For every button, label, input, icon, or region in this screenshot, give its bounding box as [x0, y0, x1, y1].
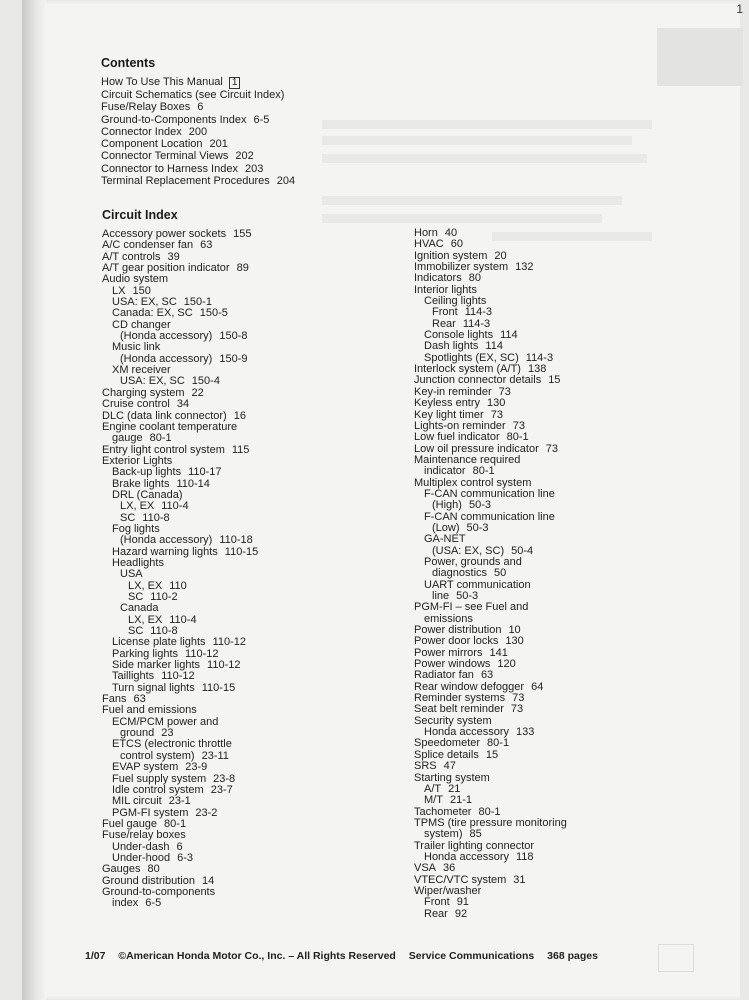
index-entry-page: 141: [489, 646, 508, 659]
index-entry-label: Honda accessory: [424, 850, 509, 863]
index-entry-label: Exterior Lights: [102, 454, 173, 467]
index-entry: [414, 852, 567, 863]
index-entry-label: UART communication: [424, 578, 531, 591]
index-entry-page: 110-2: [150, 591, 178, 603]
contents-item-label: Connector Terminal Views: [101, 150, 229, 163]
index-entry-label: Trailer lighting connector: [414, 839, 535, 852]
index-entry-label: Idle control system: [112, 783, 204, 796]
index-entry-label: PGM-FI – see Fuel and: [414, 601, 529, 614]
index-entry-label: control system): [120, 749, 195, 762]
contents-item-page: 202: [235, 150, 254, 163]
index-entry-page: 110-4: [169, 613, 197, 626]
index-entry-label: line: [432, 590, 450, 602]
index-entry-page: 110-15: [201, 681, 236, 694]
contents-list: [101, 76, 295, 187]
index-entry-page: 80-1: [164, 817, 187, 830]
index-entry-label: Music link: [112, 341, 161, 354]
index-entry-label: LX, EX: [128, 579, 163, 592]
index-entry-page: 114: [500, 329, 518, 342]
index-entry-label: index: [112, 897, 139, 910]
index-entry-label: SC: [128, 591, 144, 603]
index-entry-label: (Low): [432, 521, 460, 534]
index-entry-label: Speedometer: [414, 737, 481, 750]
index-entry-label: Lights-on reminder: [414, 419, 506, 432]
index-entry-label: Canada: EX, SC: [112, 307, 193, 320]
index-entry-page: 80-1: [487, 737, 510, 750]
index-entry-label: Keyless entry: [414, 397, 481, 410]
index-entry-page: 14: [201, 874, 215, 887]
index-entry-label: Fog lights: [112, 522, 160, 535]
index-entry-page: 6-5: [145, 897, 162, 910]
index-entry-label: indicator: [424, 465, 466, 478]
index-entry-label: Front: [424, 896, 450, 909]
index-entry-label: Dash lights: [424, 340, 479, 353]
index-entry-page: 110-12: [207, 659, 241, 672]
index-entry-label: Taillights: [112, 670, 155, 683]
index-entry-label: (High): [432, 499, 462, 512]
contents-item-page: 200: [188, 125, 208, 138]
page-edge-shadow: [22, 0, 46, 1000]
footer-department: Service Communications: [408, 950, 535, 962]
contents-item-page: 203: [244, 162, 264, 175]
index-entry-label: (Honda accessory): [120, 534, 213, 547]
index-entry-page: 23-7: [210, 783, 233, 796]
index-entry-label: SC: [120, 511, 136, 524]
footer-date: 1/07: [85, 950, 106, 962]
contents-item: [101, 138, 295, 150]
index-entry-page: 23: [161, 727, 174, 740]
index-entry-page: 80-1: [506, 431, 529, 444]
contents-item-page: 201: [209, 138, 228, 151]
index-entry: [414, 909, 567, 920]
index-entry-label: Interlock system (A/T): [414, 363, 521, 376]
index-entry-page: 150-5: [199, 307, 228, 320]
index-entry-label: Spotlights (EX, SC): [424, 351, 519, 364]
show-through-tab: [657, 28, 743, 86]
index-entry-page: 80: [147, 863, 160, 876]
index-entry-label: Interior lights: [414, 283, 477, 296]
footer: [85, 950, 608, 962]
show-through-line: [322, 214, 602, 223]
index-entry-page: 110-12: [161, 670, 195, 683]
index-entry-page: 92: [454, 907, 468, 920]
index-entry-page: 50-4: [511, 544, 534, 557]
index-entry-label: Low fuel indicator: [414, 431, 500, 444]
circuit-index-right-column: [414, 228, 567, 920]
contents-item: [101, 175, 295, 187]
index-entry: [102, 898, 258, 909]
show-through-line: [322, 196, 622, 205]
index-entry-label: Ignition system: [414, 249, 488, 262]
index-entry-page: 130: [505, 635, 524, 648]
index-entry-page: 10: [508, 624, 521, 637]
index-entry-page: 23-8: [213, 772, 236, 785]
show-through-line: [322, 120, 652, 129]
index-entry-label: Multiplex control system: [414, 476, 532, 489]
index-entry-label: HVAC: [414, 238, 444, 251]
show-through-line: [322, 154, 647, 163]
index-entry-label: Power, grounds and: [424, 555, 522, 568]
index-entry-label: Honda accessory: [424, 726, 509, 739]
index-entry-label: VSA: [414, 862, 437, 875]
contents-item: [101, 76, 295, 89]
index-entry-page: 114-3: [462, 317, 491, 330]
contents-item-page: 6-5: [253, 113, 270, 126]
index-entry-label: Fuel supply system: [112, 772, 207, 785]
contents-heading: Contents: [101, 56, 156, 70]
index-entry-label: Horn: [414, 227, 438, 239]
index-entry-label: Gauges: [102, 863, 141, 876]
index-entry-page: 31: [513, 873, 526, 886]
index-entry-page: 89: [236, 262, 249, 275]
contents-item-label: Connector Index: [101, 125, 182, 138]
index-entry-label: F-CAN communication line: [424, 487, 555, 500]
index-entry-label: LX: [112, 284, 126, 297]
contents-item-label: How To Use This Manual: [101, 76, 223, 88]
index-entry-label: LX, EX: [128, 613, 163, 626]
index-entry-page: 63: [200, 239, 213, 252]
index-entry-page: 64: [531, 680, 544, 693]
contents-item: [101, 150, 295, 162]
index-entry-page: 110-14: [176, 477, 210, 490]
index-entry-label: GA-NET: [424, 533, 466, 546]
footer-copyright: ©American Honda Motor Co., Inc. – All Rights Reserved: [118, 950, 396, 962]
index-entry-label: A/T controls: [102, 250, 161, 263]
index-entry: [102, 581, 258, 592]
index-entry-page: 150: [132, 284, 151, 297]
index-entry-page: 155: [233, 228, 252, 240]
index-entry-page: 22: [191, 386, 204, 399]
index-entry-page: 63: [480, 669, 494, 682]
index-entry-page: 80-1: [472, 465, 495, 478]
index-entry-label: Console lights: [424, 329, 494, 342]
index-entry-label: VTEC/VTC system: [414, 873, 507, 886]
index-entry-page: 20: [494, 249, 507, 262]
index-entry-page: 110-12: [212, 636, 246, 649]
index-entry-label: Tachometer: [414, 805, 472, 818]
index-entry-page: 47: [443, 760, 456, 773]
index-entry-page: 73: [510, 703, 524, 716]
index-entry-label: Charging system: [102, 386, 185, 399]
index-entry-label: Splice details: [414, 748, 479, 761]
index-entry-label: Fans: [102, 693, 127, 706]
index-entry-page: 6-3: [177, 851, 193, 864]
index-entry-label: Fuel and emissions: [102, 704, 197, 717]
contents-item: [101, 163, 295, 175]
index-entry-label: A/T: [424, 782, 442, 795]
index-entry-label: Engine coolant temperature: [102, 420, 238, 433]
contents-item-label: Circuit Schematics (see Circuit Index): [101, 89, 285, 101]
index-entry-page: 110-8: [142, 511, 170, 524]
index-entry-label: Ground distribution: [102, 874, 195, 887]
index-entry-label: Brake lights: [112, 477, 170, 490]
index-entry-page: 50-3: [456, 590, 479, 602]
contents-item-label: Ground-to-Components Index: [101, 113, 247, 126]
index-entry-page: 91: [456, 896, 469, 909]
index-entry-label: Indicators: [414, 272, 462, 285]
show-through-box: [658, 944, 694, 972]
index-entry-label: Front: [432, 306, 458, 319]
index-entry-page: 39: [167, 250, 180, 263]
corner-mark: 1: [736, 2, 743, 16]
index-entry-label: Power mirrors: [414, 646, 483, 659]
index-entry-label: MIL circuit: [112, 795, 162, 808]
contents-item-label: Fuse/Relay Boxes: [101, 101, 191, 114]
index-entry-label: system): [424, 828, 463, 841]
index-entry-page: 36: [443, 862, 456, 875]
index-entry-page: 16: [233, 409, 246, 422]
index-entry-page: 73: [512, 692, 525, 705]
index-entry-label: (USA: EX, SC): [432, 544, 505, 557]
index-entry-label: USA: [120, 568, 143, 581]
index-entry-label: Power door locks: [414, 635, 499, 648]
index-entry-page: 34: [176, 398, 190, 411]
index-entry-page: 132: [515, 261, 534, 274]
index-entry-label: Canada: [120, 602, 159, 615]
index-entry-label: Power windows: [414, 658, 491, 671]
index-entry-page: 50: [494, 567, 507, 580]
index-entry-label: Under-dash: [112, 840, 170, 853]
contents-item: [101, 114, 295, 126]
index-entry-label: Ground-to-components: [102, 885, 216, 898]
index-entry-label: A/T gear position indicator: [102, 262, 230, 275]
index-entry-label: Reminder systems: [414, 692, 506, 705]
index-entry: [102, 615, 258, 626]
index-entry-label: A/C condenser fan: [102, 239, 194, 252]
index-entry-page: 50-3: [466, 521, 489, 534]
footer-page-count: 368 pages: [547, 950, 598, 962]
index-entry-page: 114: [485, 340, 503, 353]
contents-item: [101, 126, 295, 138]
contents-item: [101, 101, 295, 113]
index-entry-label: Hazard warning lights: [112, 545, 218, 558]
index-entry-page: 110-17: [188, 466, 222, 479]
index-entry-label: Starting system: [414, 771, 490, 784]
index-entry-page: 110-12: [185, 647, 219, 660]
index-entry: [102, 603, 258, 614]
index-entry-page: 120: [497, 658, 516, 671]
index-entry-page: 80-1: [478, 805, 501, 818]
index-entry-page: 138: [527, 363, 547, 376]
index-entry-label: DLC (data link connector): [102, 409, 227, 422]
index-entry-page: 23-11: [201, 749, 229, 762]
index-entry-page: 133: [516, 726, 535, 739]
index-entry-page: 73: [498, 385, 511, 398]
index-entry-label: Low oil pressure indicator: [414, 442, 539, 455]
index-entry-label: Rear window defogger: [414, 680, 525, 693]
index-entry-label: Accessory power sockets: [102, 228, 227, 240]
index-entry-label: Maintenance required: [414, 453, 521, 466]
index-entry-label: USA: EX, SC: [112, 296, 177, 309]
index-entry-label: CD changer: [112, 318, 171, 331]
index-entry-label: Fuel gauge: [102, 817, 158, 830]
contents-item-page: 6: [197, 101, 204, 114]
contents-item: [101, 89, 295, 101]
index-entry-label: Seat belt reminder: [414, 703, 504, 716]
index-entry-page: 23-9: [185, 761, 208, 774]
index-entry-label: (Honda accessory): [120, 352, 213, 365]
index-entry-label: Junction connector details: [414, 374, 542, 387]
index-entry-label: Key-in reminder: [414, 385, 492, 398]
contents-item-label: Component Location: [101, 138, 203, 151]
index-entry-page: 150-4: [191, 375, 220, 388]
index-entry-label: Headlights: [112, 556, 164, 569]
index-entry-label: M/T: [424, 794, 443, 807]
index-entry-label: diagnostics: [432, 567, 488, 580]
index-entry-page: 23-2: [195, 806, 218, 819]
index-entry-page: 21: [448, 782, 461, 795]
index-entry-label: Immobilizer system: [414, 261, 509, 274]
index-entry-label: Turn signal lights: [112, 681, 195, 694]
index-entry-label: Cruise control: [102, 398, 170, 411]
index-entry-label: Rear: [424, 907, 448, 920]
index-entry-label: Parking lights: [112, 647, 179, 660]
index-entry-label: ECM/PCM power and: [112, 715, 219, 728]
index-entry-page: 110-15: [224, 545, 259, 558]
index-entry-label: Power distribution: [414, 624, 502, 637]
index-entry-label: Side marker lights: [112, 659, 201, 672]
index-entry-label: SRS: [414, 760, 437, 773]
index-entry-page: 150-9: [219, 352, 248, 365]
index-entry-label: LX, EX: [120, 500, 155, 513]
index-entry-label: XM receiver: [112, 364, 171, 377]
index-entry: [102, 569, 258, 580]
index-entry-page: 85: [469, 828, 482, 841]
index-entry-label: Radiator fan: [414, 669, 474, 682]
index-entry-label: Audio system: [102, 273, 169, 286]
index-entry-page: 15: [548, 374, 561, 387]
index-entry-label: Fuse/relay boxes: [102, 829, 186, 842]
index-entry-label: emissions: [424, 612, 473, 625]
index-entry-page: 118: [516, 850, 534, 863]
index-entry-label: TPMS (tire pressure monitoring: [414, 816, 567, 829]
index-entry-label: ETCS (electronic throttle: [112, 738, 232, 751]
index-entry-page: 50-3: [468, 499, 491, 512]
show-through-line: [322, 136, 632, 145]
index-entry-page: 23-1: [168, 795, 191, 808]
index-entry-page: 150-8: [219, 330, 248, 343]
index-entry-page: 73: [545, 442, 558, 455]
index-entry-label: gauge: [112, 432, 143, 445]
index-entry-page: 73: [490, 408, 503, 421]
index-entry-page: 110: [169, 579, 187, 592]
index-entry-page: 40: [444, 227, 458, 239]
index-entry-label: DRL (Canada): [112, 488, 183, 501]
index-entry-page: 80: [468, 272, 481, 285]
index-entry-label: SC: [128, 625, 144, 638]
index-entry-page: 110-18: [219, 534, 253, 547]
index-entry-label: ground: [120, 727, 155, 740]
index-entry-label: Rear: [432, 317, 456, 330]
index-entry-label: Under-hood: [112, 851, 171, 864]
index-entry-label: PGM-FI system: [112, 806, 189, 819]
index-entry-page: 130: [487, 397, 506, 410]
index-entry-label: Key light timer: [414, 408, 484, 421]
index-entry-page: 110-4: [161, 500, 189, 513]
index-entry-label: F-CAN communication line: [424, 510, 555, 523]
index-entry-label: USA: EX, SC: [120, 375, 185, 388]
contents-item-label: Terminal Replacement Procedures: [101, 175, 270, 188]
index-entry-page: 63: [133, 693, 146, 706]
index-entry-label: EVAP system: [112, 761, 179, 774]
index-entry-page: 115: [231, 443, 250, 456]
index-entry-page: 60: [450, 238, 463, 251]
index-entry-label: (Honda accessory): [120, 330, 213, 343]
circuit-index-left-column: [102, 229, 258, 910]
index-entry-label: Back-up lights: [112, 466, 182, 479]
circuit-index-heading: Circuit Index: [102, 208, 178, 222]
index-entry-page: 114-3: [525, 351, 554, 364]
index-entry-label: Entry light control system: [102, 443, 225, 456]
index-entry-page: 6: [176, 840, 183, 853]
index-entry-page: 73: [512, 419, 525, 432]
index-entry-page: 114-3: [464, 306, 493, 319]
index-entry-label: Wiper/washer: [414, 884, 482, 897]
index-entry-page: 21-1: [449, 794, 472, 807]
index-entry-label: Ceiling lights: [424, 295, 487, 308]
contents-item-page: 204: [276, 175, 296, 188]
contents-item-page: 1: [229, 77, 241, 89]
index-entry-page: 80-1: [149, 432, 172, 445]
index-entry-page: 150-1: [183, 296, 212, 309]
index-entry-label: License plate lights: [112, 636, 206, 649]
index-entry-label: Security system: [414, 714, 492, 727]
index-entry-page: 110-8: [150, 625, 178, 638]
contents-item-label: Connector to Harness Index: [101, 162, 238, 175]
index-entry-page: 15: [485, 748, 499, 761]
